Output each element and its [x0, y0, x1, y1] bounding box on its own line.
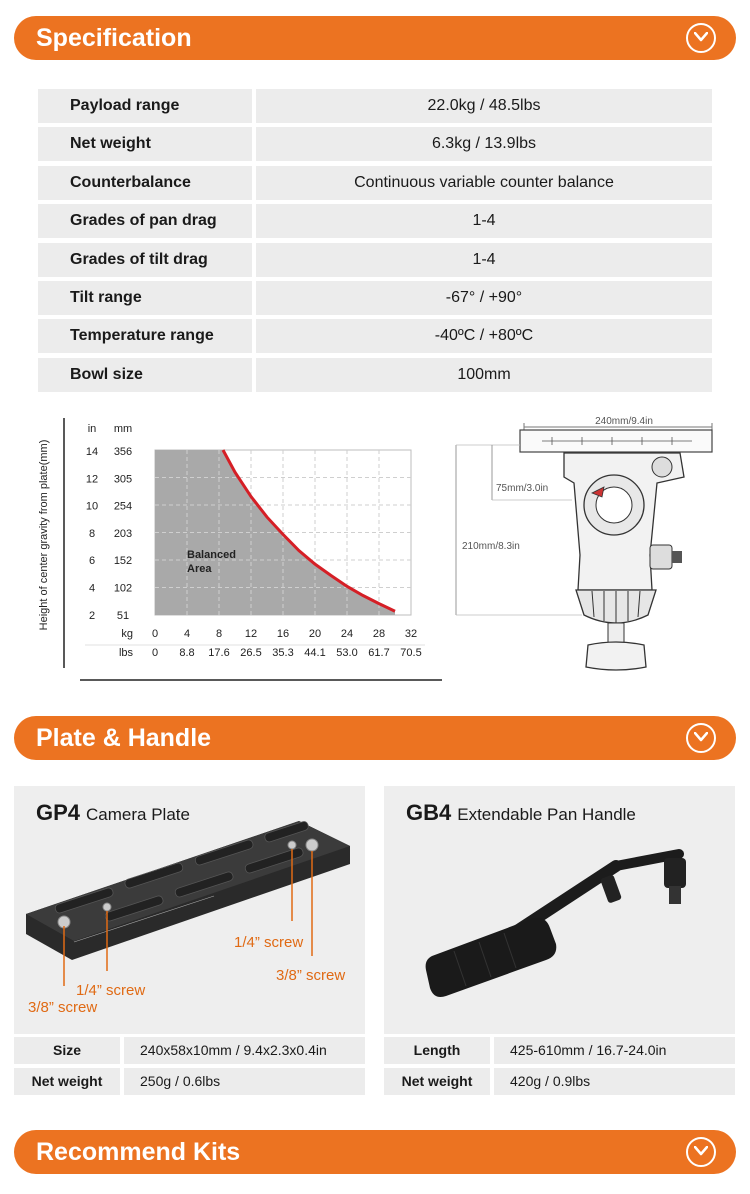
y-tick-mm: 102	[113, 582, 133, 595]
x-unit-kg: kg	[121, 628, 133, 640]
spec-value: -67° / +90°	[256, 281, 712, 315]
gb4-spec-value: 420g / 0.9lbs	[494, 1068, 735, 1095]
gb4-spec-row	[384, 1068, 735, 1095]
spec-key: Net weight	[38, 127, 252, 161]
y-tick-in: 8	[88, 527, 96, 540]
spec-value: Continuous variable counter balance	[256, 166, 712, 200]
x-tick-lbs: 70.5	[400, 647, 422, 659]
y-tick-in: 6	[88, 555, 96, 568]
gp4-callout-threeeighth-left: 3/8” screw	[28, 999, 98, 1016]
spec-key: Grades of pan drag	[38, 204, 252, 238]
chart-svg	[0, 400, 450, 700]
spec-row	[38, 127, 712, 161]
gp4-name: Camera Plate	[86, 805, 190, 824]
gb4-spec-table	[384, 1037, 735, 1099]
x-tick-lbs: 53.0	[336, 647, 358, 659]
y-tick-mm: 254	[113, 500, 133, 513]
spec-row	[38, 166, 712, 200]
gp4-spec-value: 250g / 0.6lbs	[124, 1068, 365, 1095]
gb4-spec-key: Length	[384, 1037, 490, 1064]
specification-title: Specification	[36, 24, 192, 52]
y-tick-in: 10	[85, 500, 99, 513]
gb4-name: Extendable Pan Handle	[457, 805, 636, 824]
spec-value: 6.3kg / 13.9lbs	[256, 127, 712, 161]
x-tick-kg: 4	[183, 628, 191, 640]
spec-row	[38, 89, 712, 123]
y-unit-mm: mm	[113, 423, 133, 435]
gp4-spec-value: 240x58x10mm / 9.4x2.3x0.4in	[124, 1037, 365, 1064]
recommend-kits-banner[interactable]	[14, 1130, 736, 1174]
width-label: 240mm/9.4in	[595, 416, 653, 427]
spec-key: Temperature range	[38, 319, 252, 353]
spec-table	[38, 89, 712, 396]
spec-value: 1-4	[256, 204, 712, 238]
spec-row	[38, 319, 712, 353]
x-tick-kg: 16	[276, 628, 290, 640]
spec-key: Payload range	[38, 89, 252, 123]
spec-value: 22.0kg / 48.5lbs	[256, 89, 712, 123]
tripod-head-diagram	[452, 405, 742, 685]
spec-row	[38, 358, 712, 392]
x-tick-lbs: 8.8	[179, 647, 195, 659]
gp4-spec-row	[14, 1068, 365, 1095]
y-tick-in: 12	[85, 473, 99, 486]
x-tick-lbs: 61.7	[368, 647, 390, 659]
y-unit-in: in	[87, 423, 97, 435]
plate-handle-banner[interactable]	[14, 716, 736, 760]
gb4-model: GB4	[406, 800, 452, 825]
spec-value: 100mm	[256, 358, 712, 392]
spec-value: 1-4	[256, 243, 712, 277]
x-tick-lbs: 17.6	[208, 647, 230, 659]
gp4-callout-quarter-right: 1/4” screw	[234, 934, 304, 951]
y-tick-mm: 51	[116, 609, 130, 622]
x-tick-kg: 0	[151, 628, 159, 640]
y-tick-mm: 203	[113, 527, 133, 540]
spec-key: Grades of tilt drag	[38, 243, 252, 277]
gp4-card	[14, 786, 365, 1034]
specification-banner[interactable]	[14, 16, 736, 60]
chevron-down-circle-icon[interactable]	[686, 723, 716, 753]
x-tick-lbs: 0	[151, 647, 159, 659]
chevron-down-circle-icon[interactable]	[686, 1137, 716, 1167]
gp4-callout-threeeighth-right: 3/8” screw	[276, 967, 346, 984]
y-tick-mm: 152	[113, 555, 133, 568]
y-axis-label: Height of center gravity from plate(mm)	[38, 439, 50, 631]
balanced-area-label: Balanced	[187, 549, 236, 561]
x-tick-kg: 8	[215, 628, 223, 640]
gp4-spec-table	[14, 1037, 365, 1099]
y-tick-in: 2	[88, 609, 96, 622]
chevron-down-circle-icon[interactable]	[686, 23, 716, 53]
gp4-spec-row	[14, 1037, 365, 1064]
gb4-card	[384, 786, 735, 1034]
camera-plate-image	[14, 786, 365, 1034]
counterbalance-chart	[0, 400, 450, 700]
spec-row	[38, 204, 712, 238]
spec-row	[38, 243, 712, 277]
gb4-spec-value: 425-610mm / 16.7-24.0in	[494, 1037, 735, 1064]
x-unit-lbs: lbs	[118, 647, 133, 659]
gp4-model: GP4	[36, 800, 81, 825]
x-tick-kg: 28	[372, 628, 386, 640]
y-tick-mm: 356	[113, 446, 133, 458]
x-tick-kg: 20	[308, 628, 322, 640]
x-tick-lbs: 44.1	[304, 647, 326, 659]
y-tick-in: 14	[85, 446, 99, 458]
spec-value: -40ºC / +80ºC	[256, 319, 712, 353]
balanced-area-label: Area	[187, 563, 212, 575]
x-tick-lbs: 26.5	[240, 647, 262, 659]
inner-label: 75mm/3.0in	[496, 483, 549, 494]
gb4-spec-key: Net weight	[384, 1068, 490, 1095]
x-tick-kg: 24	[340, 628, 354, 640]
gp4-callout-quarter-left: 1/4” screw	[76, 982, 146, 999]
plate-handle-title: Plate & Handle	[36, 724, 212, 752]
y-tick-in: 4	[88, 582, 96, 595]
pan-handle-image	[384, 786, 735, 1034]
x-tick-kg: 12	[244, 628, 258, 640]
x-tick-lbs: 35.3	[272, 647, 294, 659]
recommend-kits-title: Recommend Kits	[36, 1138, 241, 1166]
gp4-spec-key: Size	[14, 1037, 120, 1064]
height-label: 210mm/8.3in	[462, 541, 520, 552]
gp4-spec-key: Net weight	[14, 1068, 120, 1095]
gb4-spec-row	[384, 1037, 735, 1064]
spec-key: Tilt range	[38, 281, 252, 315]
spec-key: Counterbalance	[38, 166, 252, 200]
y-tick-mm: 305	[113, 473, 133, 486]
x-tick-kg: 32	[404, 628, 418, 640]
spec-key: Bowl size	[38, 358, 252, 392]
spec-row	[38, 281, 712, 315]
